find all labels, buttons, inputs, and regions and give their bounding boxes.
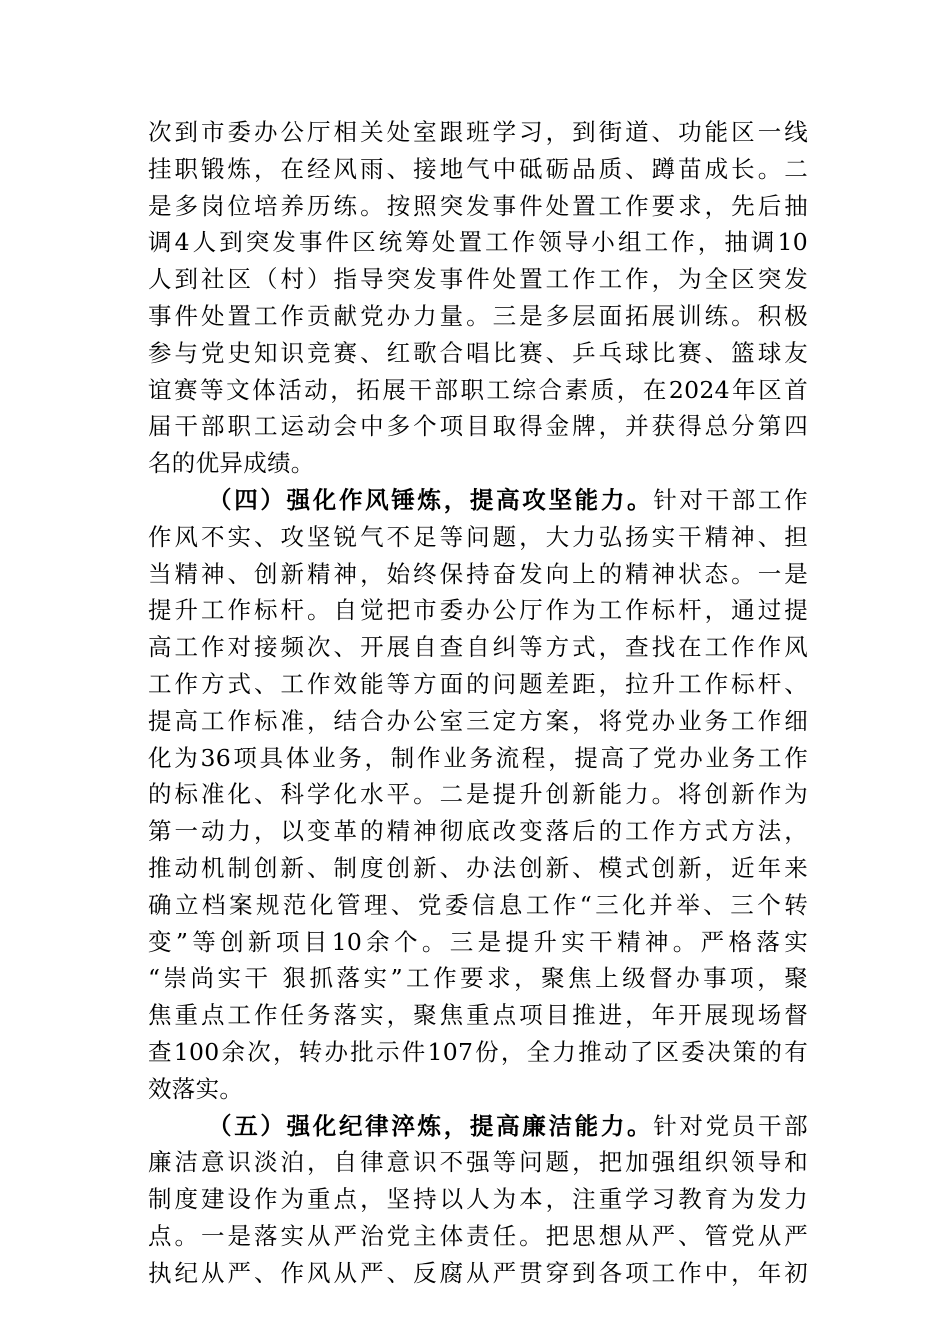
- text-line: 工作方式、工作效能等方面的问题差距，拉升工作标杆、: [148, 669, 808, 698]
- text-line: 届干部职工运动会中多个项目取得金牌，并获得总分第四: [148, 412, 808, 441]
- paragraph-training: [148, 114, 808, 482]
- text-line: “崇尚实干 狠抓落实”工作要求，聚焦上级督办事项，聚: [148, 964, 808, 993]
- text-line: 谊赛等文体活动，拓展干部职工综合素质，在2024年区首: [148, 375, 808, 404]
- text-line: 制度建设作为重点，坚持以人为本，注重学习教育为发力: [148, 1185, 808, 1214]
- text-line: 廉洁意识淡泊，自律意识不强等问题，把加强组织领导和: [148, 1148, 808, 1177]
- text-line: 当精神、创新精神，始终保持奋发向上的精神状态。一是: [148, 559, 808, 588]
- section-heading: （五）强化纪律淬炼，提高廉洁能力。: [208, 1111, 654, 1140]
- text-line: 次到市委办公厅相关处室跟班学习，到街道、功能区一线: [148, 118, 808, 146]
- text-line: 效落实。: [148, 1074, 244, 1103]
- text-line: 推动机制创新、制度创新、办法创新、模式创新，近年来: [148, 853, 808, 882]
- text-line: 挂职锻炼，在经风雨、接地气中砥砺品质、蹲苗成长。二: [148, 154, 808, 183]
- text-line: 化为36项具体业务，制作业务流程，提高了党办业务工作: [148, 743, 808, 772]
- paragraph-discipline: [148, 1108, 808, 1292]
- text-line: 查100余次，转办批示件107份，全力推动了区委决策的有: [148, 1037, 808, 1066]
- text-line: 提高工作标准，结合办公室三定方案，将党办业务工作细: [148, 706, 808, 735]
- heading-continuation: 针对干部工作: [653, 485, 808, 514]
- text-line: 高工作对接频次、开展自查自纠等方式，查找在工作作风: [148, 633, 808, 662]
- paragraph-first-line: [148, 1108, 808, 1145]
- text-line: 作风不实、攻坚锐气不足等问题，大力弘扬实干精神、担: [148, 522, 808, 551]
- text-line: 执纪从严、作风从严、反腐从严贯穿到各项工作中，年初: [148, 1258, 808, 1287]
- heading-continuation: 针对党员干部: [653, 1111, 808, 1140]
- text-line: 参与党史知识竞赛、红歌合唱比赛、乒乓球比赛、篮球友: [148, 338, 808, 367]
- text-line: 的标准化、科学化水平。二是提升创新能力。将创新作为: [148, 780, 808, 809]
- text-line: 事件处置工作贡献党办力量。三是多层面拓展训练。积极: [148, 301, 808, 330]
- document-body: [148, 114, 808, 1292]
- text-line: 名的优异成绩。: [148, 449, 315, 478]
- text-line: 人到社区（村）指导突发事件处置工作工作，为全区突发: [148, 265, 808, 294]
- text-line: 是多岗位培养历练。按照突发事件处置工作要求，先后抽: [148, 191, 808, 220]
- text-line: 第一动力，以变革的精神彻底改变落后的工作方式方法，: [148, 817, 808, 846]
- paragraph-work-style: [148, 482, 808, 1108]
- paragraph-first-line: [148, 482, 808, 519]
- text-line: 点。一是落实从严治党主体责任。把思想从严、管党从严: [148, 1221, 808, 1250]
- text-line: 提升工作标杆。自觉把市委办公厅作为工作标杆，通过提: [148, 596, 808, 625]
- text-line: 调4人到突发事件区统筹处置工作领导小组工作，抽调10: [148, 228, 808, 257]
- text-line: 确立档案规范化管理、党委信息工作“三化并举、三个转: [148, 890, 808, 919]
- text-line: 变”等创新项目10余个。三是提升实干精神。严格落实: [148, 927, 808, 956]
- section-heading: （四）强化作风锤炼，提高攻坚能力。: [208, 485, 654, 514]
- text-line: 焦重点工作任务落实，聚焦重点项目推进，年开展现场督: [148, 1001, 808, 1030]
